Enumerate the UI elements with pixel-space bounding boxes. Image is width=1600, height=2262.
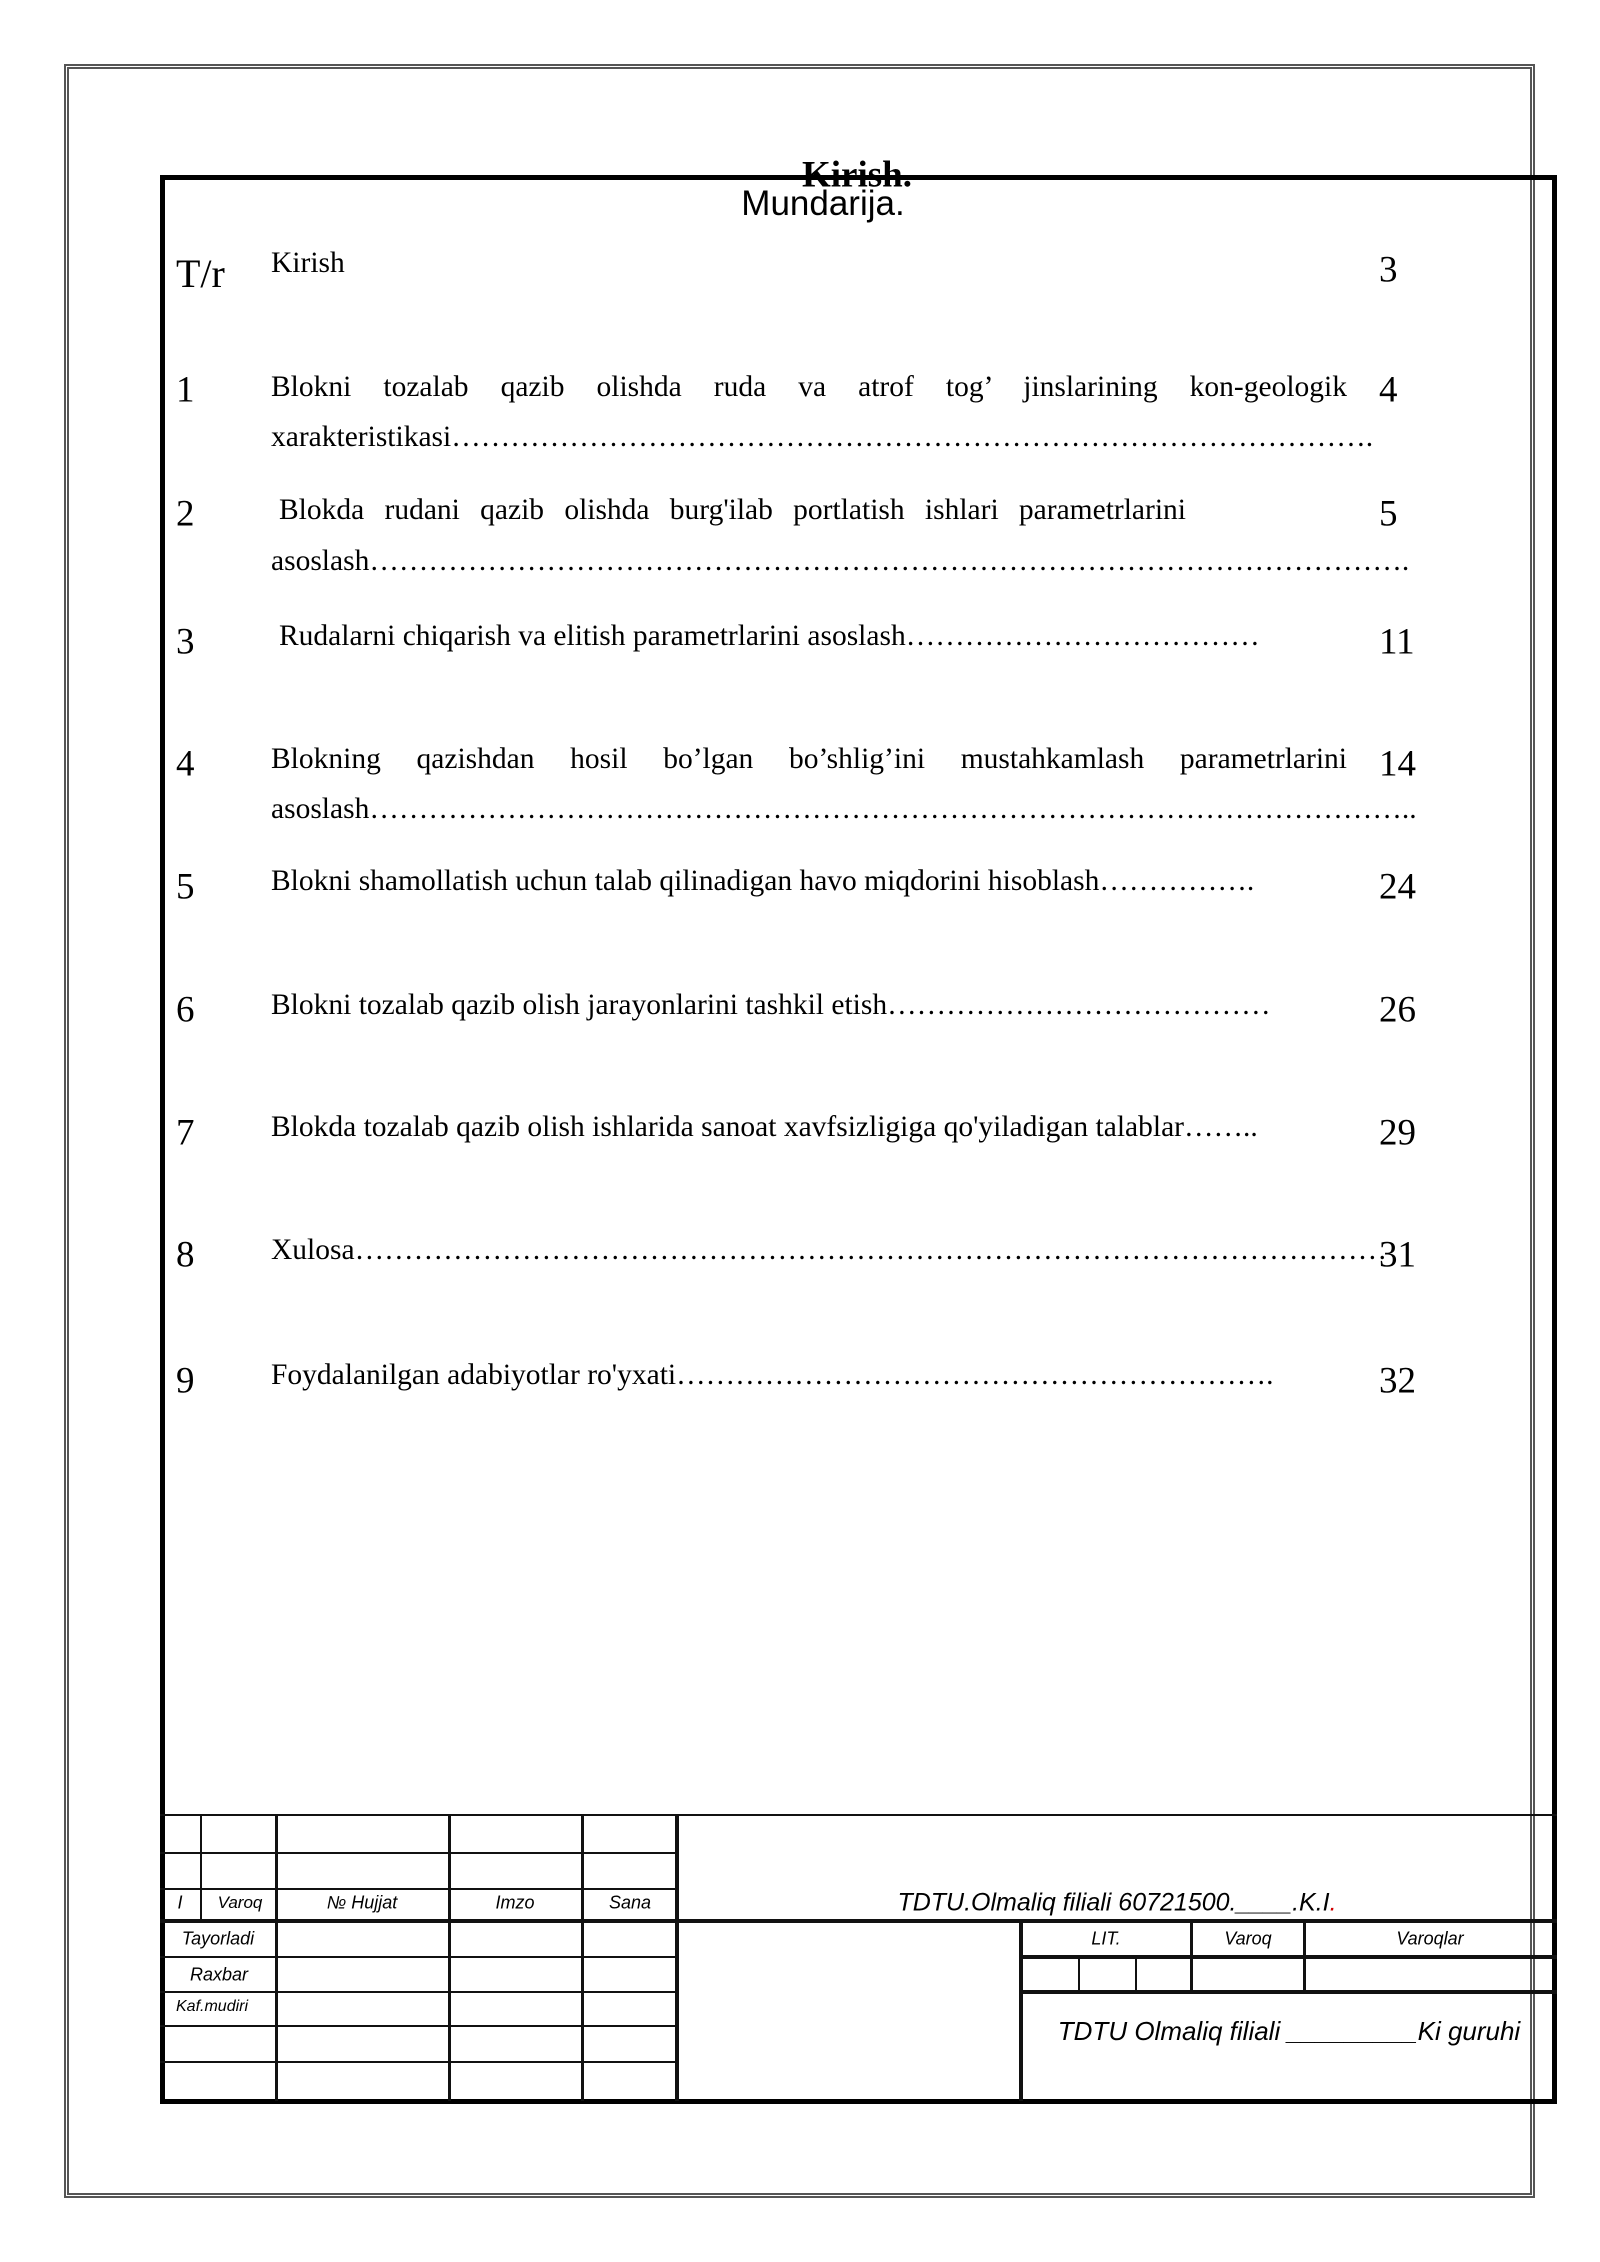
toc-item-page: 14 xyxy=(1379,743,1416,785)
title-block-line xyxy=(160,1956,677,1958)
toc-item-text: Xulosa…………………………………………………………………………………………… xyxy=(271,1234,1388,1267)
toc-item-text: Blokda rudani qazib olishda burg'ilab portlatish ishlari parametrlarini xyxy=(279,494,1186,527)
title-block-line xyxy=(160,1888,677,1890)
toc-item-number: 2 xyxy=(176,493,195,535)
title-block-col-imzo: Imzo xyxy=(495,1892,535,1913)
toc-item-page: 5 xyxy=(1379,493,1398,535)
toc-item-text: Blokni tozalab qazib olishda ruda va atrof tog’ jinslarining kon-geologik xyxy=(271,371,1347,404)
toc-item-page: 29 xyxy=(1379,1112,1416,1154)
title-block-line xyxy=(160,1852,677,1854)
title-block-line xyxy=(1190,1921,1193,1992)
title-block-row-kaf-mudiri: Kaf.mudiri xyxy=(176,1997,249,2015)
title-block-line xyxy=(448,1815,451,2101)
title-block-line xyxy=(1303,1921,1306,1992)
title-block-line xyxy=(1078,1957,1080,1992)
toc-item-text: Rudalarni chiqarish va elitish parametrlarini asoslash……………………………… xyxy=(279,620,1260,653)
title-block-line xyxy=(581,1815,584,2101)
toc-item-number: 9 xyxy=(176,1360,195,1402)
title-block-varoqlar: Varoqlar xyxy=(1396,1928,1464,1949)
toc-item-page: 11 xyxy=(1379,621,1415,663)
doc-code-text: TDTU.Olmaliq filiali 60721500.____.K.I xyxy=(897,1888,1330,1917)
toc-item-text: Blokni tozalab qazib olish jarayonlarini tashkil etish………………………………… xyxy=(271,989,1271,1022)
toc-item-text: xarakteristikasi…………………………………………………………………………………. xyxy=(271,421,1374,454)
toc-item-text: asoslash……………………………………………………………………………………………. xyxy=(271,545,1410,578)
toc-item-number: 4 xyxy=(176,743,195,785)
toc-title: Mundarija. xyxy=(741,183,905,223)
toc-item-number: 3 xyxy=(176,621,195,663)
title-block-doc-code xyxy=(897,1889,1336,1918)
toc-item-page: 32 xyxy=(1379,1360,1416,1402)
title-block-varoq: Varoq xyxy=(1224,1928,1272,1949)
title-block-col-sana: Sana xyxy=(608,1892,652,1913)
toc-item-text: asoslash…………………………………………………………………………………………….. xyxy=(271,793,1417,826)
toc-item-text: Blokda tozalab qazib olish ishlarida sanoat xavfsizligiga qo'yiladigan talablar…….. xyxy=(271,1111,1258,1144)
toc-column-label: T/r xyxy=(176,251,225,296)
title-block-line xyxy=(1019,1921,1023,2101)
title-block-row-tayorladi: Tayorladi xyxy=(181,1928,255,1949)
title-block-line xyxy=(160,1814,1557,1816)
title-block-line xyxy=(1021,1955,1557,1959)
toc-intro-text: Kirish xyxy=(271,247,345,280)
toc-item-number: 6 xyxy=(176,989,195,1031)
toc-item-text: Blokning qazishdan hosil bo’lgan bo’shlig’ini mustahkamlash parametrlarini xyxy=(271,743,1347,776)
toc-item-page: 26 xyxy=(1379,989,1416,1031)
title-block-line xyxy=(160,2061,677,2063)
toc-item-page: 31 xyxy=(1379,1234,1416,1276)
toc-item-page: 24 xyxy=(1379,866,1416,908)
title-block-organization: TDTU Olmaliq filiali _________Ki guruhi xyxy=(1057,2016,1521,2047)
toc-item-page: 4 xyxy=(1379,369,1398,411)
title-block-line xyxy=(1135,1957,1137,1992)
toc-item-number: 5 xyxy=(176,866,195,908)
title-block-col-i: I xyxy=(177,1892,183,1913)
title-block-line xyxy=(160,1991,677,1993)
toc-item-number: 7 xyxy=(176,1112,195,1154)
title-block-line xyxy=(275,1815,278,2101)
toc-item-number: 1 xyxy=(176,369,195,411)
title-block-lit: LIT. xyxy=(1091,1928,1121,1949)
title-block-line xyxy=(675,1815,679,2101)
title-block-row-raxbar: Raxbar xyxy=(189,1964,249,1985)
title-block-col-hujjat: № Hujjat xyxy=(326,1892,398,1913)
title-block-line xyxy=(160,2025,677,2027)
doc-code-mark: . xyxy=(1329,1888,1337,1917)
title-block-line xyxy=(160,1919,1557,1923)
toc-intro-page: 3 xyxy=(1379,249,1398,291)
toc-item-text: Foydalanilgan adabiyotlar ro'yxati……………………………………………………. xyxy=(271,1359,1274,1392)
toc-item-text: Blokni shamollatish uchun talab qilinadigan havo miqdorini hisoblash……………. xyxy=(271,865,1255,898)
page-heading: Kirish. xyxy=(802,154,912,196)
toc-item-number: 8 xyxy=(176,1234,195,1276)
title-block-line xyxy=(1021,1990,1557,1994)
title-block-line xyxy=(200,1815,202,1921)
title-block-col-varoq: Varoq xyxy=(217,1893,263,1913)
